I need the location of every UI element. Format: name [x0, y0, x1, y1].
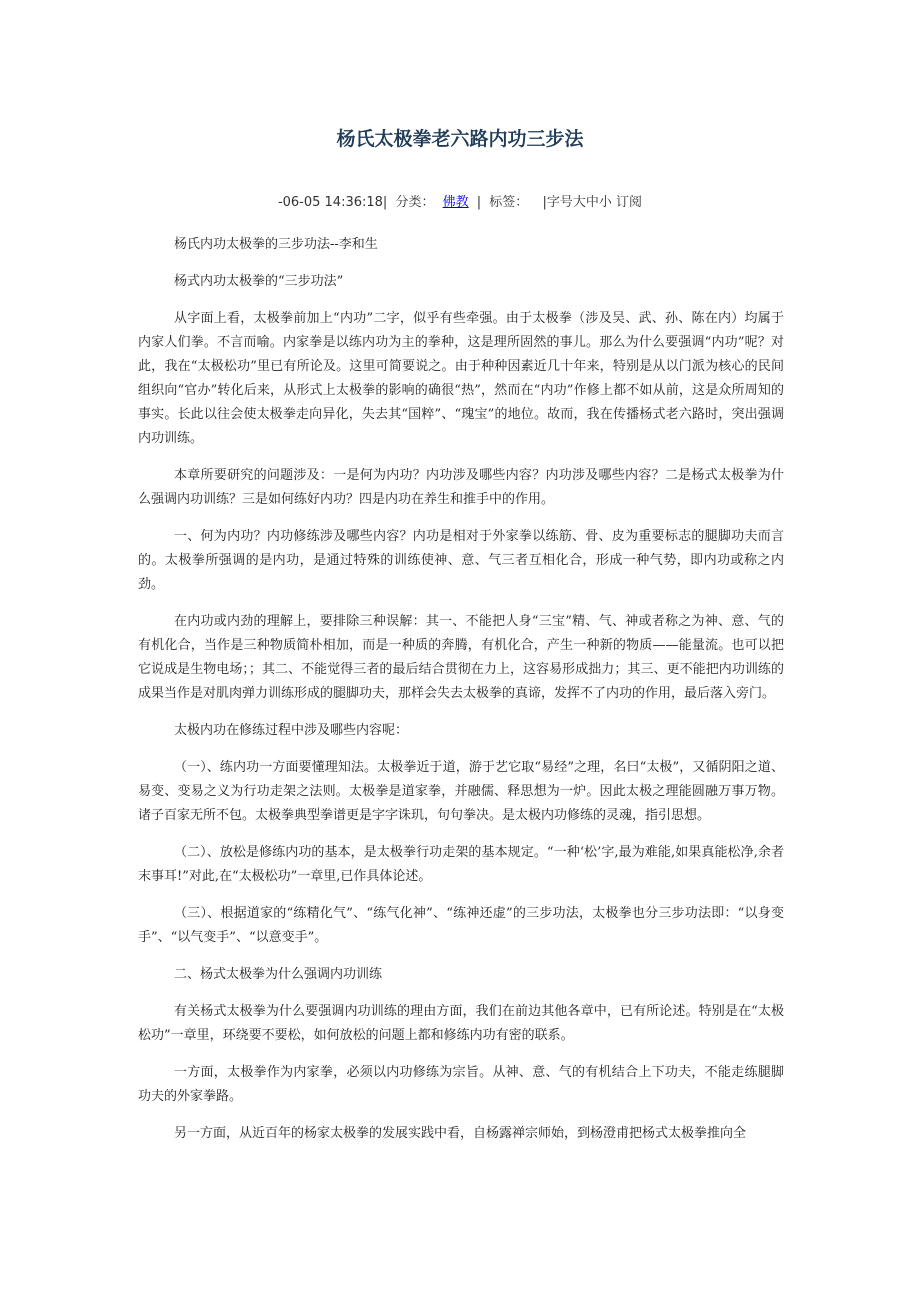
tags-label: 标签：: [489, 195, 529, 210]
paragraph: 一方面，太极拳作为内家拳，必须以内功修练为宗旨。从神、意、气的有机结合上下功夫，不能走练腿脚功夫的外家拳路。: [138, 1065, 784, 1104]
paragraph: 另一方面，从近百年的杨家太极拳的发展实践中看，自杨露禅宗师始，到杨澄甫把杨式太极拳推向全: [174, 1126, 747, 1141]
font-size-medium-button[interactable]: 中: [585, 195, 599, 210]
paragraph: （二）、放松是修练内功的基本，是太极拳行功走架的基本规定。“一种‘松’字,最为难能,如果真能松净,余者末事耳!”对此,在“太极松功”一章里,已作具体论述。: [138, 845, 784, 884]
paragraph: 杨氏内功太极拳的三步功法--李和生: [174, 237, 378, 252]
section-heading: 二、杨式太极拳为什么强调内功训练: [174, 967, 383, 982]
post-datetime: -06-05 14:36:18|: [277, 195, 388, 210]
paragraph: 在内功或内劲的理解上，要排除三种误解：其一、不能把人身“三宝”精、气、神或者称之为神、意、气的有机化合，当作是三种物质简朴相加，而是一种质的奔腾，有机化合，产生一种新的物质——能量流。也可以把它说成是生物电场；；其二、不能觉得三者的最后结合贯彻在力上，这容易形成拙力；其三、更不能把内功训练的成果当作是对肌肉弹力训练形成的腿脚功夫，那样会失去太极拳的真谛，发挥不了内功的作用，最后落入旁门。: [138, 614, 784, 701]
category-label: 分类：: [395, 195, 435, 210]
paragraph: （一）、练内功一方面要懂理知法。太极拳近于道，游于艺它取“易经”之理，名曰“太极”，又循阴阳之道、易变、变易之义为行功走架之法则。太极拳是道家拳，并融儒、释思想为一炉。因此太极之理能圆融万事万物。诸子百家无所不包。太极拳典型拳谱更是字字诛玑，句句拳决。是太极内功修练的灵魂，指引思想。: [138, 760, 784, 823]
font-size-large-button[interactable]: 大: [572, 195, 586, 210]
article-title: 杨氏太极拳老六路内功三步法: [336, 128, 584, 150]
paragraph: 本章所要研究的问题涉及：一是何为内功？内功涉及哪些内容？内功涉及哪些内容？二是杨式太极拳为什么强调内功训练？三是如何练好内功？四是内功在养生和推手中的作用。: [138, 468, 784, 507]
paragraph: 从字面上看，太极拳前加上“内功”二字，似乎有些牵强。由于太极拳（涉及吴、武、孙、陈在内）均属于内家人们拳。不言而喻。内家拳是以练内功为主的拳种，这是理所固然的事儿。那么为什么要强调“内功”呢？对此，我在“太极松功”里已有所论及。这里可简要说之。由于种种因素近几十年来，特别是从以门派为核心的民间组织向“官办”转化后来，从形式上太极拳的影响的确很“热”，然而在“内功”作修上都不如从前，这是众所周知的事实。长此以往会使太极拳走向异化，失去其“国粹”、“瑰宝”的地位。故而，我在传播杨式老六路时，突出强调内功训练。: [138, 311, 784, 446]
paragraph: 杨式内功太极拳的“三步功法”: [174, 274, 344, 289]
paragraph: 一、何为内功？内功修练涉及哪些内容？内功是相对于外家拳以练筋、骨、皮为重要标志的腿脚功夫而言的。太极拳所强调的是内功，是通过特殊的训练使神、意、气三者互相化合，形成一种气势，即内功或称之内劲。: [138, 529, 784, 592]
paragraph: （三）、根据道家的“练精化气”、“练气化神”、“练神还虚”的三步功法，太极拳也分三步功法即：“以身变手”、“以气变手”、“以意变手”。: [138, 906, 784, 945]
article-meta: [0, 191, 920, 210]
font-size-small-button[interactable]: 小: [598, 195, 612, 210]
subscribe-button[interactable]: 订阅: [616, 195, 643, 210]
paragraph: 太极内功在修练过程中涉及哪些内容呢：: [174, 723, 409, 738]
meta-pipe: |: [476, 195, 482, 210]
category-link[interactable]: 佛教: [442, 195, 469, 210]
font-size-label: |字号: [542, 195, 573, 210]
paragraph: 有关杨式太极拳为什么要强调内功训练的理由方面，我们在前边其他各章中，已有所论述。特别是在“太极松功”一章里，环绕要不要松，如何放松的问题上都和修练内功有密的联系。: [138, 1004, 784, 1043]
article-body: [138, 233, 784, 1159]
